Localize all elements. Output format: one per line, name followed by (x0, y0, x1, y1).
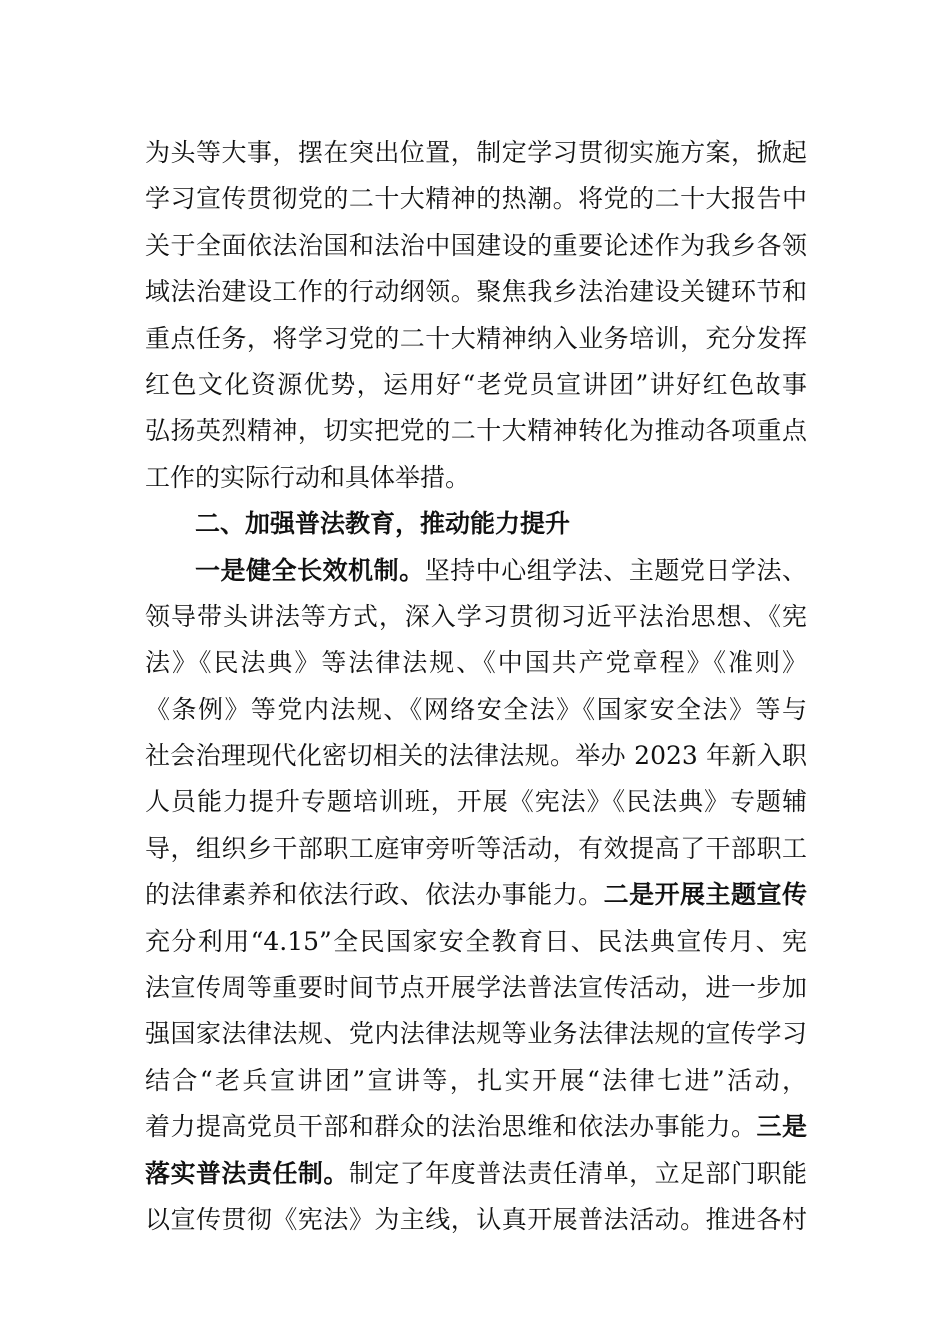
paragraph-line: 社会治理现代化密切相关的法律法规。举办 2023 年新入职 (145, 741, 807, 771)
paragraph-line: 充分利用“4.15”全民国家安全教育日、民法典宣传月、宪 (145, 926, 807, 956)
paragraph-line: 领导带头讲法等方式，深入学习贯彻习近平法治思想、《宪 (145, 601, 807, 631)
paragraph-line: 学习宣传贯彻党的二十大精神的热潮。将党的二十大报告中 (145, 184, 807, 214)
line-text: 的法律素养和依法行政、依法办事能力。 (145, 880, 604, 910)
paragraph-line (145, 1151, 807, 1197)
paragraph-line: 导，组织乡干部职工庭审旁听等活动，有效提高了干部职工 (145, 833, 807, 863)
paragraph-line: 强国家法律法规、党内法律法规等业务法律法规的宣传学习 (145, 1019, 807, 1049)
line-text: 坚持中心组学法、主题党日学法、 (424, 555, 807, 585)
section-heading: 二、加强普法教育，推动能力提升 (195, 509, 571, 539)
paragraph-line: 以宣传贯彻《宪法》为主线，认真开展普法活动。推进各村 (145, 1204, 807, 1234)
paragraph-line: 人员能力提升专题培训班，开展《宪法》《民法典》专题辅 (145, 787, 807, 817)
bold-lead: 三是 (756, 1112, 807, 1142)
paragraph-line (145, 1104, 807, 1150)
paragraph-line: 关于全面依法治国和法治中国建设的重要论述作为我乡各领 (145, 230, 807, 260)
bold-lead: 一是健全长效机制。 (195, 555, 425, 585)
paragraph-line: 红色文化资源优势，运用好“老党员宣讲团”讲好红色故事 (145, 369, 807, 399)
paragraph-line: 弘扬英烈精神，切实把党的二十大精神转化为推动各项重点 (145, 416, 807, 446)
paragraph-line: 法》《民法典》等法律法规、《中国共产党章程》《准则》 (145, 648, 807, 678)
paragraph-line (145, 872, 807, 918)
document-page (145, 130, 807, 1243)
paragraph-line: 域法治建设工作的行动纲领。聚焦我乡法治建设关键环节和 (145, 277, 807, 307)
paragraph-line: 为头等大事，摆在突出位置，制定学习贯彻实施方案，掀起 (145, 138, 807, 167)
paragraph-line (145, 548, 807, 594)
line-text: 制定了年度普法责任清单，立足部门职能 (348, 1158, 807, 1188)
bold-lead: 二是开展主题宣传 (603, 880, 807, 910)
paragraph-line: 重点任务，将学习党的二十大精神纳入业务培训，充分发挥 (145, 323, 807, 353)
paragraph-line: 工作的实际行动和具体举措。 (145, 462, 471, 492)
bold-lead: 落实普法责任制。 (145, 1158, 349, 1188)
paragraph-line: 法宣传周等重要时间节点开展学法普法宣传活动，进一步加 (145, 973, 807, 1003)
paragraph-line: 《条例》等党内法规、《网络安全法》《国家安全法》等与 (145, 694, 807, 724)
paragraph-line: 结合“老兵宣讲团”宣讲等，扎实开展“法律七进”活动， (145, 1065, 807, 1095)
line-text: 着力提高党员干部和群众的法治思维和依法办事能力。 (145, 1112, 757, 1142)
